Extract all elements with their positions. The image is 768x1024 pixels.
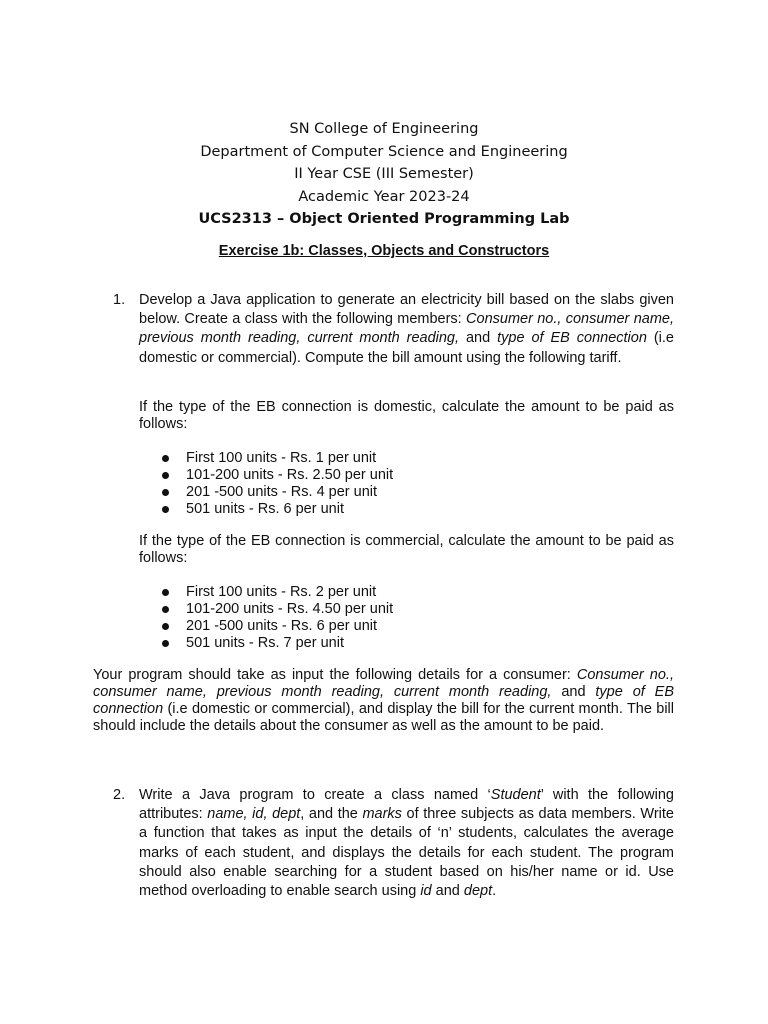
question-2-number: 2. bbox=[113, 787, 126, 803]
question-1-number: 1. bbox=[113, 292, 126, 308]
department-name: Department of Computer Science and Engineering bbox=[200, 143, 568, 160]
bullet-icon bbox=[162, 640, 169, 647]
q2-italic-dept: dept bbox=[463, 883, 493, 900]
slab-text: 101-200 units - Rs. 4.50 per unit bbox=[186, 601, 394, 617]
q1-text-part: and bbox=[459, 330, 498, 347]
q1-text-part: Develop a Java application to generate an electricity bill based on the slabs given below. Create a class with the following members: bbox=[139, 292, 674, 328]
p4-italic-members: Consumer no., consumer name, previous month reading, current month reading, bbox=[93, 667, 674, 700]
academic-year: Academic Year 2023-24 bbox=[298, 188, 470, 205]
q2-text-part: of three subjects as data members. Write a function that takes as input the details of ‘n’ students, calculates the average marks of each student, and displays the details for each student. The program should also enable searching for a student based on his/her name or id. Use method overloading to enable search using bbox=[139, 806, 674, 900]
q1-italic-members: Consumer no., consumer name, previous month reading, current month reading, bbox=[139, 311, 674, 347]
q2-text-part: Write a Java program to create a class named ‘ bbox=[139, 787, 491, 803]
q2-italic-attributes: name, id, dept bbox=[207, 806, 301, 823]
q2-text-part: and bbox=[431, 883, 464, 900]
bullet-icon bbox=[162, 489, 169, 496]
bullet-icon bbox=[162, 472, 169, 479]
question-1-text bbox=[139, 291, 674, 368]
p4-text-part: (i.e domestic or commercial), and display the bill for the current month. The bill should include the details about the consumer as well as the amount to be paid. bbox=[93, 701, 674, 734]
college-name: SN College of Engineering bbox=[289, 121, 479, 137]
bullet-icon bbox=[162, 606, 169, 613]
list-item bbox=[160, 635, 393, 652]
course-title: UCS2313 – Object Oriented Programming Lab bbox=[198, 211, 570, 227]
slab-text: First 100 units - Rs. 1 per unit bbox=[186, 450, 377, 466]
list-item bbox=[160, 501, 393, 518]
list-item bbox=[160, 450, 393, 467]
document-header bbox=[0, 118, 768, 231]
q1-text-part: (i.e domestic or commercial). Compute the bill amount using the following tariff. bbox=[139, 330, 674, 366]
slab-text: 201 -500 units - Rs. 6 per unit bbox=[186, 618, 378, 634]
p4-italic-connection-type: type of EB connection bbox=[93, 684, 675, 717]
list-item bbox=[160, 467, 393, 484]
slab-text: 101-200 units - Rs. 2.50 per unit bbox=[186, 467, 394, 483]
q1-italic-connection-type: type of EB connection bbox=[497, 330, 647, 347]
q2-italic-marks: marks bbox=[362, 806, 402, 823]
bullet-icon bbox=[162, 506, 169, 513]
list-item bbox=[160, 584, 393, 601]
commercial-slab-list bbox=[160, 584, 393, 652]
slab-text: First 100 units - Rs. 2 per unit bbox=[186, 584, 377, 600]
list-item bbox=[160, 484, 393, 501]
q2-italic-id: id bbox=[420, 883, 432, 900]
slab-text: 201 -500 units - Rs. 4 per unit bbox=[186, 484, 378, 500]
bullet-icon bbox=[162, 589, 169, 596]
bullet-icon bbox=[162, 623, 169, 630]
slab-text: 501 units - Rs. 7 per unit bbox=[186, 635, 344, 651]
domestic-intro: If the type of the EB connection is domestic, calculate the amount to be paid as follows: bbox=[139, 399, 674, 432]
q2-text-part: , and the bbox=[300, 806, 363, 823]
q2-text-part: ’ with the following attributes: bbox=[139, 787, 674, 823]
domestic-slab-list bbox=[160, 450, 393, 518]
list-item bbox=[160, 618, 393, 635]
list-item bbox=[160, 601, 393, 618]
slab-text: 501 units - Rs. 6 per unit bbox=[186, 501, 344, 517]
exercise-title: Exercise 1b: Classes, Objects and Constructors bbox=[218, 243, 550, 259]
question-2-text bbox=[139, 786, 674, 901]
p4-text-part: Your program should take as input the following details for a consumer: bbox=[93, 667, 577, 683]
p4-text-part: and bbox=[551, 684, 596, 700]
commercial-intro: If the type of the EB connection is commercial, calculate the amount to be paid as follows: bbox=[139, 533, 674, 566]
q2-italic-student: Student bbox=[490, 787, 541, 803]
bullet-icon bbox=[162, 455, 169, 462]
year-semester: II Year CSE (III Semester) bbox=[294, 166, 474, 182]
program-input-paragraph bbox=[93, 667, 674, 735]
q2-text-part: . bbox=[492, 883, 497, 900]
